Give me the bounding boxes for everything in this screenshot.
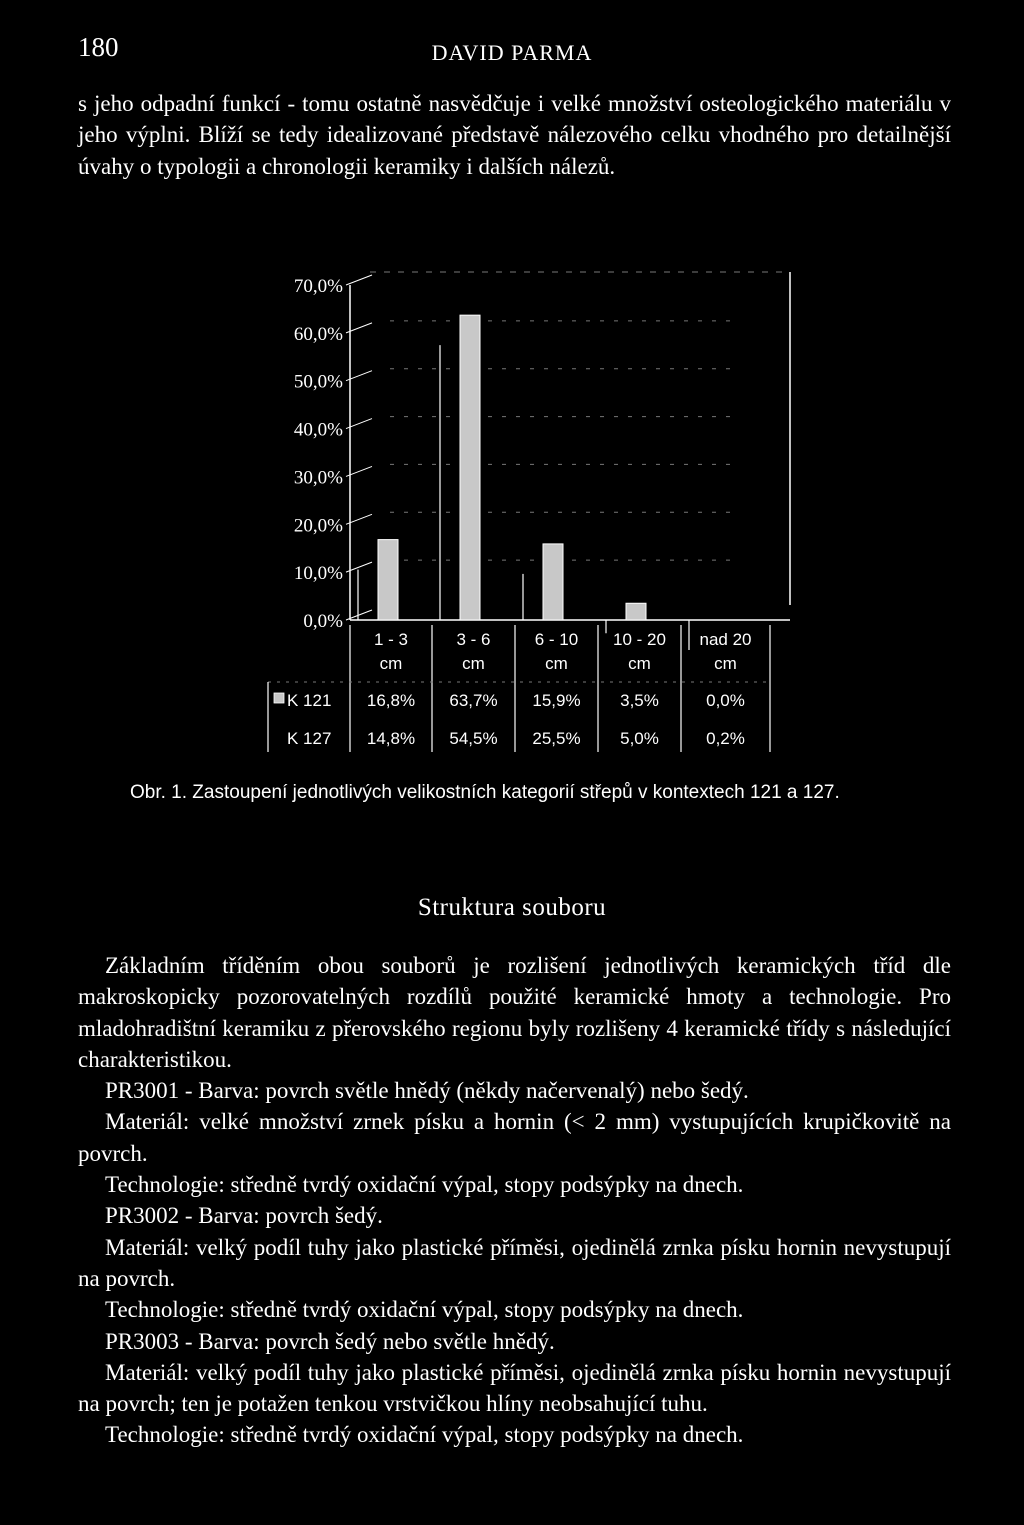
legend-swatch-k121 [274,693,284,703]
running-head: DAVID PARMA [431,40,593,65]
body-paragraph: Materiál: velký podíl tuhy jako plastické příměsi, ojedinělá zrnka písku hornin nevystupují na povrch. [78,1234,951,1291]
data-label-k121: 16,8% [366,691,416,710]
bar-k121 [378,540,398,620]
y-tick-label: 40,0% [293,419,343,441]
section-body [78,950,951,1451]
body-paragraph: Materiál: velké množství zrnek písku a hornin (< 2 mm) vystupujících krupičkovitě na povrch. [78,1109,951,1166]
y-tick-label: 20,0% [293,515,343,537]
x-category-label: 6 - 10 cm [534,630,579,673]
body-paragraph: PR3001 - Barva: povrch světle hnědý (někdy načervenalý) nebo šedý. [105,1078,749,1104]
intro-paragraph: s jeho odpadní funkcí - tomu ostatně nasvědčuje i velké množství osteologického materiálu v jeho výplni. Blíží se tedy idealizované představě nálezového celku vhodného pro detailnější úvahy o typologii a chronologii keramiky i dalších nálezů. [78,91,951,179]
body-paragraph: PR3003 - Barva: povrch šedý nebo světle hnědý. [105,1328,555,1354]
x-category-label: 10 - 20 cm [613,630,666,673]
body-paragraph: PR3002 - Barva: povrch šedý. [105,1203,383,1229]
legend-label-k127: K 127 [287,729,332,748]
data-label-k127: 14,8% [366,729,416,748]
y-tick-label: 70,0% [293,276,343,297]
chart-frame [350,272,790,620]
y-tick-label: 50,0% [293,371,343,393]
data-label-k127: 54,5% [449,729,498,748]
figure-caption: Obr. 1. Zastoupení jednotlivých velikostních kategorií střepů v kontextech 121 a 127. [130,782,840,803]
bar-k121 [543,544,563,620]
section-heading: Struktura souboru [417,894,607,921]
body-paragraph: Technologie: středně tvrdý oxidační výpal, stopy podsýpky na dnech. [105,1172,744,1198]
y-tick-label: 30,0% [293,467,343,489]
data-label-k121: 0,0% [706,691,745,710]
y-tick-mark [346,275,372,285]
x-category-label: 1 - 3 cm [373,630,409,673]
chart-data-table [268,625,770,752]
x-category-label: 3 - 6 cm [456,630,491,673]
body-paragraph: Technologie: středně tvrdý oxidační výpal, stopy podsýpky na dnech. [105,1422,744,1448]
body-paragraph: Základním tříděním obou souborů je rozlišení jednotlivých keramických tříd dle makroskopicky pozorovatelných rozdílů použité keramické hmoty a technologie. Pro mladohradištní keramiku z přerovského regionu byly rozlišeny 4 keramické třídy s následující charakteristikou. [78,953,951,1072]
body-paragraph: Technologie: středně tvrdý oxidační výpal, stopy podsýpky na dnech. [105,1297,744,1323]
data-label-k127: 5,0% [620,729,659,748]
bar-k121 [460,315,480,620]
legend-label-k121: K 121 [287,691,332,710]
body-paragraph: Materiál: velký podíl tuhy jako plastické příměsi, ojedinělá zrnka písku hornin nevystupují na povrch; ten je potažen tenkou vrstvičkou hlíny neobsahující tuhu. [78,1359,951,1417]
y-tick-label: 60,0% [293,323,343,345]
data-label-k127: 25,5% [532,729,581,748]
y-tick-label: 10,0% [293,563,343,585]
data-label-k121: 3,5% [620,691,659,710]
bar-k121 [626,603,646,620]
data-label-k127: 0,2% [706,729,745,748]
chart-bars [358,315,689,650]
x-category-label: nad 20 cm [699,630,752,673]
data-label-k121: 63,7% [449,691,498,710]
data-label-k121: 15,9% [532,691,581,710]
page-number: 180 [78,32,119,62]
y-axis-ticks [294,275,730,632]
y-tick-label: 0,0% [303,611,343,632]
